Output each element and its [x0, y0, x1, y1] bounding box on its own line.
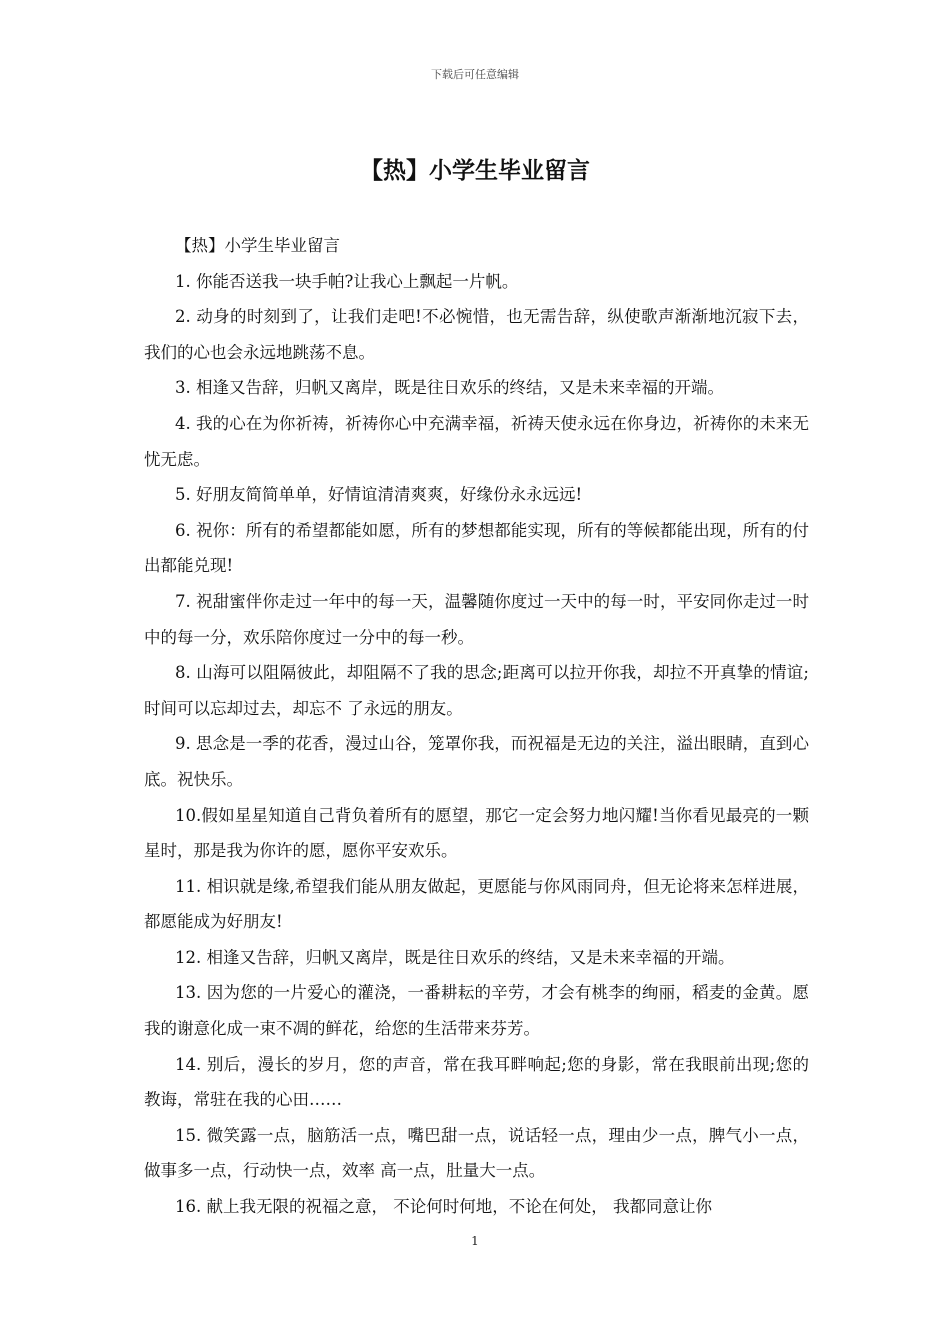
- paragraph: 5. 好朋友简简单单，好情谊清清爽爽，好缘份永永远远!: [175, 485, 583, 505]
- paragraph: 7. 祝甜蜜伴你走过一年中的每一天，温馨随你度过一天中的每一时，平安同你走过一时中的每一分，欢乐陪你度过一分中的每一秒。: [144, 591, 809, 647]
- paragraph: 12. 相逢又告辞，归帆又离岸，既是往日欢乐的终结，又是未来幸福的开端。: [175, 947, 735, 967]
- paragraph: 11. 相识就是缘,希望我们能从朋友做起，更愿能与你风雨同舟，但无论将来怎样进展，都愿能成为好朋友!: [144, 876, 809, 932]
- paragraph: 9. 思念是一季的花香，漫过山谷，笼罩你我，而祝福是无边的关注，溢出眼睛，直到心底。祝快乐。: [144, 734, 809, 789]
- paragraph: 1. 你能否送我一块手帕?让我心上飘起一片帆。: [175, 271, 519, 291]
- paragraph: 13. 因为您的一片爱心的灌浇，一番耕耘的辛劳，才会有桃李的绚丽，稻麦的金黄。愿我的谢意化成一束不凋的鲜花，给您的生活带来芬芳。: [144, 983, 809, 1039]
- paragraph: 16. 献上我无限的祝福之意， 不论何时何地，不论在何处， 我都同意让你: [175, 1197, 712, 1217]
- paragraph: 14. 别后，漫长的岁月，您的声音，常在我耳畔响起;您的身影，常在我眼前出现;您的教诲，常驻在我的心田……: [144, 1054, 809, 1110]
- paragraph: 2. 动身的时刻到了，让我们走吧!不必惋惜，也无需告辞，纵使歌声渐渐地沉寂下去，我们的心也会永远地跳荡不息。: [144, 307, 809, 362]
- paragraph: 15. 微笑露一点，脑筋活一点，嘴巴甜一点，说话轻一点，理由少一点，脾气小一点，做事多一点，行动快一点，效率 高一点，肚量大一点。: [144, 1125, 809, 1181]
- page-number: 1: [471, 1234, 479, 1248]
- paragraph: 4. 我的心在为你祈祷，祈祷你心中充满幸福，祈祷天使永远在你身边，祈祷你的未来无忧无虑。: [144, 413, 809, 469]
- document-body: [144, 228, 809, 1225]
- paragraph: 6. 祝你：所有的希望都能如愿，所有的梦想都能实现，所有的等候都能出现，所有的付出都能兑现!: [144, 520, 809, 576]
- paragraph: 3. 相逢又告辞，归帆又离岸，既是往日欢乐的终结，又是未来幸福的开端。: [175, 378, 724, 398]
- paragraph: 8. 山海可以阻隔彼此，却阻隔不了我的思念;距离可以拉开你我，却拉不开真挚的情谊;时间可以忘却过去，却忘不 了永远的朋友。: [144, 663, 809, 718]
- document-title: 【热】小学生毕业留言: [360, 158, 590, 184]
- paragraph: 10.假如星星知道自己背负着所有的愿望，那它一定会努力地闪耀!当你看见最亮的一颗星时，那是我为你许的愿，愿你平安欢乐。: [144, 805, 809, 861]
- page-header-note: 下载后可任意编辑: [431, 68, 519, 81]
- paragraph: 【热】小学生毕业留言: [175, 236, 340, 255]
